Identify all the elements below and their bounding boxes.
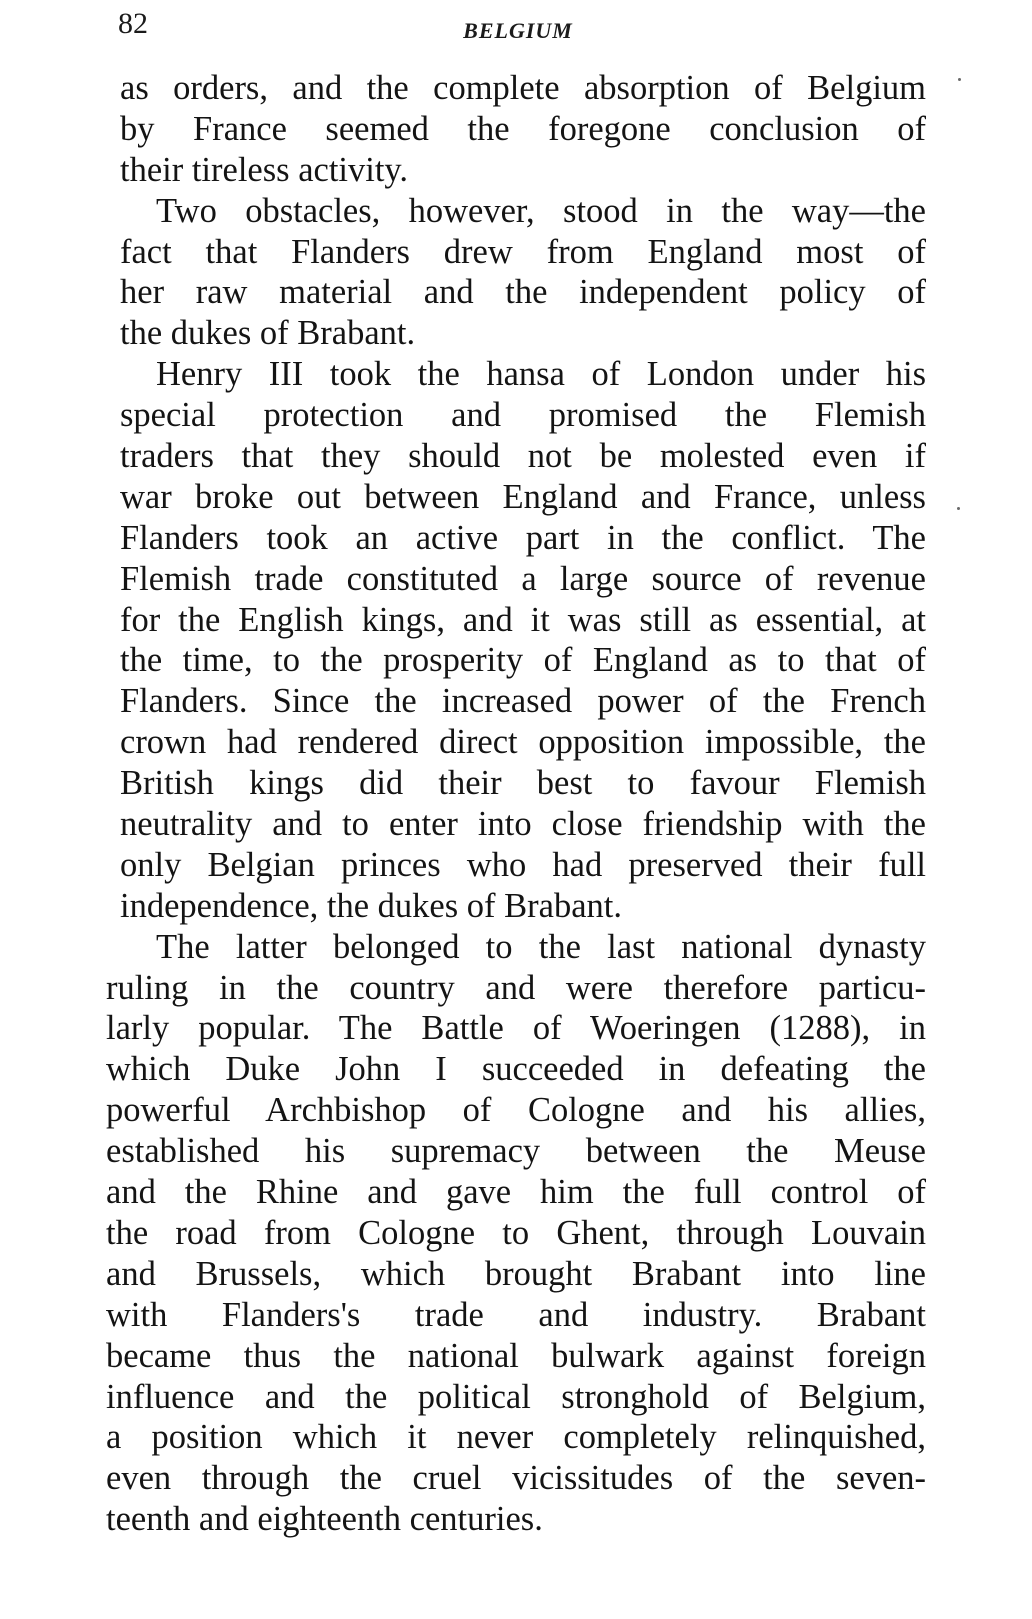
text-line: for the English kings, and it was still as essential, at: [120, 600, 926, 639]
text-line: Flanders. Since the increased power of the French: [120, 682, 926, 721]
text-line: special protection and promised the Flemish: [120, 396, 926, 435]
text-line: by France seemed the foregone conclusion of: [120, 109, 926, 148]
text-line: even through the cruel vicissitudes of the seven-: [106, 1459, 926, 1498]
page-number: 82: [118, 7, 148, 40]
text-line: Henry III took the hansa of London under his: [156, 355, 926, 394]
text-line: which Duke John I succeeded in defeating the: [106, 1050, 926, 1089]
text-line: became thus the national bulwark against foreign: [106, 1336, 926, 1375]
running-head: [118, 4, 938, 48]
text-line: the time, to the prosperity of England as to that of: [120, 641, 926, 680]
scan-speck: [957, 507, 960, 510]
text-line: Flemish trade constituted a large source of revenue: [120, 559, 926, 598]
text-line: larly popular. The Battle of Woeringen (1288), in: [106, 1009, 926, 1048]
text-line: and the Rhine and gave him the full control of: [106, 1173, 926, 1212]
text-line: a position which it never completely relinquished,: [106, 1418, 926, 1457]
text-line: British kings did their best to favour Flemish: [120, 764, 926, 803]
text-line: Two obstacles, however, stood in the way—the: [156, 191, 926, 230]
text-line: war broke out between England and France, unless: [120, 477, 926, 516]
text-line: their tireless activity.: [120, 150, 409, 189]
text-line: neutrality and to enter into close friendship with the: [120, 805, 926, 844]
text-line: powerful Archbishop of Cologne and his allies,: [106, 1091, 926, 1130]
text-line: with Flanders's trade and industry. Brabant: [106, 1295, 926, 1334]
text-line: established his supremacy between the Meuse: [106, 1132, 926, 1171]
text-line: influence and the political stronghold of Belgium,: [106, 1377, 926, 1416]
text-line: crown had rendered direct opposition impossible, the: [120, 723, 926, 762]
text-line: teenth and eighteenth centuries.: [106, 1500, 543, 1539]
text-line: Flanders took an active part in the conflict. The: [120, 518, 926, 557]
running-title: BELGIUM: [463, 18, 573, 43]
text-line: her raw material and the independent policy of: [120, 273, 926, 312]
text-line: only Belgian princes who had preserved their full: [120, 845, 926, 884]
text-line: The latter belonged to the last national dynasty: [156, 927, 926, 966]
text-line: ruling in the country and were therefore particu-: [106, 968, 926, 1007]
text-line: independence, the dukes of Brabant.: [120, 886, 622, 925]
text-line: the dukes of Brabant.: [120, 314, 416, 353]
body-text: [106, 68, 926, 1540]
text-line: fact that Flanders drew from England most of: [120, 232, 926, 271]
text-line: traders that they should not be molested even if: [120, 437, 926, 476]
text-line: as orders, and the complete absorption of Belgium: [120, 69, 926, 107]
scan-speck: [958, 78, 961, 81]
text-line: the road from Cologne to Ghent, through Louvain: [106, 1213, 926, 1252]
text-line: and Brussels, which brought Brabant into line: [106, 1254, 926, 1293]
